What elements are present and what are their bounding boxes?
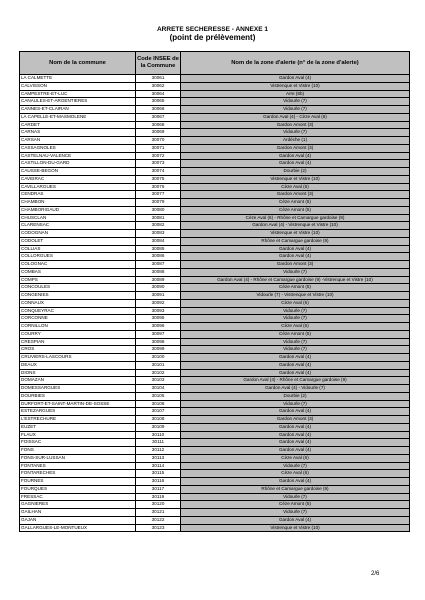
table-row (20, 315, 410, 323)
alert-zone: Cèze Aval (6) - Rhône et Camargue gardoise (9) (181, 214, 410, 222)
alert-zone: Gardon Amont (3) (181, 144, 410, 152)
table-row (20, 354, 410, 362)
insee-code: 30101 (136, 361, 181, 369)
table-row (20, 152, 410, 160)
insee-code: 30091 (136, 292, 181, 300)
commune-name: DURFORT-ET-SAINT-MARTIN-DE-SOSSE (20, 400, 136, 408)
insee-code: 30066 (136, 106, 181, 114)
insee-code: 30099 (136, 346, 181, 354)
commune-name: GAGNIERES (20, 501, 136, 509)
commune-name: FLAUX (20, 431, 136, 439)
insee-code: 30089 (136, 276, 181, 284)
communes-table (19, 51, 410, 532)
table-row (20, 346, 410, 354)
alert-zone: Cèze Amont (5) (181, 501, 410, 509)
table-row (20, 191, 410, 199)
alert-zone: Gardon Aval (4) (181, 354, 410, 362)
table-row (20, 478, 410, 486)
insee-code: 30084 (136, 237, 181, 245)
table-row (20, 75, 410, 83)
insee-code: 30105 (136, 392, 181, 400)
alert-zone: Vidourle (7) (181, 106, 410, 114)
insee-code: 30071 (136, 144, 181, 152)
table-row (20, 431, 410, 439)
commune-name: CRUVIERS-LASCOURS (20, 354, 136, 362)
commune-name: COLLIAS (20, 245, 136, 253)
commune-name: CALVISSON (20, 82, 136, 90)
insee-code: 30082 (136, 222, 181, 230)
insee-code: 30087 (136, 261, 181, 269)
alert-zone: Vidourle (7) (181, 315, 410, 323)
table-row (20, 361, 410, 369)
commune-name: CARNAS (20, 129, 136, 137)
insee-code: 30120 (136, 501, 181, 509)
commune-name: CORCONNE (20, 315, 136, 323)
alert-zone: Gardon Aval (4) - Vidourle (7) (181, 385, 410, 393)
table-row (20, 385, 410, 393)
table-row (20, 98, 410, 106)
commune-name: FOISSAC (20, 439, 136, 447)
table-row (20, 253, 410, 261)
table-row (20, 121, 410, 129)
commune-name: FONTANES (20, 462, 136, 470)
table-row (20, 160, 410, 168)
alert-zone: Gardon Aval (4) (181, 439, 410, 447)
table-row (20, 199, 410, 207)
commune-name: GAJAN (20, 516, 136, 524)
alert-zone: Vidourle (7) (181, 493, 410, 501)
commune-name: DOMESSARGUES (20, 385, 136, 393)
insee-code: 30115 (136, 470, 181, 478)
table-row (20, 330, 410, 338)
commune-name: CONNAUX (20, 299, 136, 307)
insee-code: 30080 (136, 206, 181, 214)
alert-zone: Cèze Amont (5) (181, 206, 410, 214)
insee-code: 30092 (136, 299, 181, 307)
alert-zone: Dourbie (2) (181, 392, 410, 400)
alert-zone: Vidourle (7) - Vistrenque et Vistre (10) (181, 292, 410, 300)
commune-name: CAVILLARGUES (20, 183, 136, 191)
commune-name: GAILHAN (20, 509, 136, 517)
document-title: ARRETE SECHERESSE - ANNEXE 1 (156, 26, 268, 33)
alert-zone: Gardon Aval (4) (181, 478, 410, 486)
commune-name: CLARENSAC (20, 222, 136, 230)
alert-zone: Gardon Aval (4) (181, 369, 410, 377)
alert-zone: Gardon Aval (4) (181, 361, 410, 369)
table-row (20, 214, 410, 222)
insee-code: 30069 (136, 129, 181, 137)
table-row (20, 222, 410, 230)
commune-name: FONS (20, 447, 136, 455)
alert-zone: Cèze Amont (5) (181, 330, 410, 338)
table-row (20, 501, 410, 509)
table-row (20, 175, 410, 183)
table-row (20, 284, 410, 292)
commune-name: LA CALMETTE (20, 75, 136, 83)
insee-code: 30096 (136, 323, 181, 331)
insee-code: 30121 (136, 509, 181, 517)
alert-zone: Gardon Aval (4) (181, 516, 410, 524)
insee-code: 30093 (136, 307, 181, 315)
commune-name: CHAMBON (20, 199, 136, 207)
table-row (20, 524, 410, 532)
table-body (20, 75, 410, 532)
commune-name: FOURQUES (20, 485, 136, 493)
insee-code: 30090 (136, 284, 181, 292)
insee-code: 30113 (136, 454, 181, 462)
insee-code: 30100 (136, 354, 181, 362)
alert-zone: Vidourle (7) (181, 129, 410, 137)
table-row (20, 299, 410, 307)
table-row (20, 439, 410, 447)
insee-code: 30116 (136, 478, 181, 486)
insee-code: 30122 (136, 516, 181, 524)
insee-code: 30064 (136, 90, 181, 98)
insee-code: 30123 (136, 524, 181, 532)
table-row (20, 408, 410, 416)
table-row (20, 392, 410, 400)
insee-code: 30072 (136, 152, 181, 160)
alert-zone: Gardon Aval (4) (181, 253, 410, 261)
table-row (20, 416, 410, 424)
commune-name: CODOLET (20, 237, 136, 245)
insee-code: 30076 (136, 183, 181, 191)
commune-name: FONTARECHES (20, 470, 136, 478)
commune-name: GALLARGUES-LE-MONTUEUX (20, 524, 136, 532)
insee-code: 30070 (136, 137, 181, 145)
alert-zone: Gardon Aval (4) (181, 431, 410, 439)
table-row (20, 454, 410, 462)
commune-name: CENDRAS (20, 191, 136, 199)
commune-name: CHUSCLAN (20, 214, 136, 222)
alert-zone: Dourbie (2) (181, 168, 410, 176)
alert-zone: Vidourle (7) (181, 268, 410, 276)
table-row (20, 292, 410, 300)
table-row (20, 323, 410, 331)
commune-name: CANAULES-ET-ARGENTIERES (20, 98, 136, 106)
insee-code: 30107 (136, 408, 181, 416)
alert-zone: Rhône et Camargue gardoise (9) (181, 237, 410, 245)
alert-zone: Cèze Aval (6) (181, 470, 410, 478)
column-header-commune: Nom de la commune (20, 52, 136, 75)
insee-code: 30085 (136, 245, 181, 253)
table-row (20, 377, 410, 385)
table-row (20, 276, 410, 284)
alert-zone: Vidourle (7) (181, 346, 410, 354)
table-row (20, 245, 410, 253)
commune-name: COLOGNAC (20, 261, 136, 269)
commune-name: FRESSAC (20, 493, 136, 501)
table-row (20, 485, 410, 493)
alert-zone: Cèze Amont (5) (181, 199, 410, 207)
commune-name: FOURNES (20, 478, 136, 486)
table-row (20, 237, 410, 245)
commune-name: CONCOULES (20, 284, 136, 292)
commune-name: CORNILLON (20, 323, 136, 331)
insee-code: 30088 (136, 268, 181, 276)
alert-zone: Cèze Amont (5) (181, 284, 410, 292)
alert-zone: Gardon Amont (3) (181, 121, 410, 129)
document-subtitle: (point de prélèvement) (169, 33, 256, 42)
table-row (20, 307, 410, 315)
alert-zone: Gardon Aval (4) - Cèze Aval (6) (181, 113, 410, 121)
table-row (20, 168, 410, 176)
commune-name: COLLORGUES (20, 253, 136, 261)
insee-code: 30065 (136, 98, 181, 106)
table-row (20, 183, 410, 191)
commune-name: CONGENIES (20, 292, 136, 300)
alert-zone: Vidourle (7) (181, 338, 410, 346)
insee-code: 30110 (136, 431, 181, 439)
commune-name: DOMAZAN (20, 377, 136, 385)
alert-zone: Gardon Aval (4) (181, 423, 410, 431)
commune-name: COMBAS (20, 268, 136, 276)
insee-code: 30075 (136, 175, 181, 183)
insee-code: 30114 (136, 462, 181, 470)
table-row (20, 137, 410, 145)
insee-code: 30083 (136, 230, 181, 238)
table-row (20, 230, 410, 238)
insee-code: 30079 (136, 199, 181, 207)
table-row (20, 268, 410, 276)
alert-zone: Arre (8b) (181, 90, 410, 98)
insee-code: 30067 (136, 113, 181, 121)
alert-zone: Vistrenque et Vistre (10) (181, 524, 410, 532)
commune-name: CANNES-ET-CLAIRAN (20, 106, 136, 114)
alert-zone: Gardon Aval (4) (181, 245, 410, 253)
alert-zone: Vidourle (7) (181, 462, 410, 470)
commune-name: COMPS (20, 276, 136, 284)
commune-name: CONQUEYRAC (20, 307, 136, 315)
commune-name: CARDET (20, 121, 136, 129)
alert-zone: Vidourle (7) (181, 400, 410, 408)
commune-name: EUZET (20, 423, 136, 431)
column-header-insee: Code INSEE de la Commune (136, 52, 181, 75)
table-row (20, 447, 410, 455)
insee-code: 30068 (136, 121, 181, 129)
table-row (20, 144, 410, 152)
table-header (20, 52, 410, 75)
table-row (20, 261, 410, 269)
table-row (20, 82, 410, 90)
insee-code: 30098 (136, 338, 181, 346)
table-row (20, 462, 410, 470)
alert-zone: Cèze Aval (6) (181, 183, 410, 191)
table-row (20, 470, 410, 478)
commune-name: ESTEZARGUES (20, 408, 136, 416)
alert-zone: Cèze Aval (6) (181, 454, 410, 462)
alert-zone: Gardon Aval (4) (181, 408, 410, 416)
table-row (20, 206, 410, 214)
table-row (20, 113, 410, 121)
table-row (20, 106, 410, 114)
commune-name: LA CAPELLE-ET-MASMOLENE (20, 113, 136, 121)
alert-zone: Vistrenque et Vistre (10) (181, 82, 410, 90)
insee-code: 30103 (136, 377, 181, 385)
alert-zone: Vidourle (7) (181, 98, 410, 106)
table-row (20, 90, 410, 98)
commune-name: FONS-SUR-LUSSAN (20, 454, 136, 462)
alert-zone: Gardon Amont (3) (181, 191, 410, 199)
commune-name: CASTILLON-DU-GARD (20, 160, 136, 168)
alert-zone: Gardon Aval (4) - Rhône et Camargue gardoise (9) -Vistrenque et Vistre (10) (181, 276, 410, 284)
insee-code: 30061 (136, 75, 181, 83)
insee-code: 30117 (136, 485, 181, 493)
commune-name: CASSAGNOLES (20, 144, 136, 152)
insee-code: 30077 (136, 191, 181, 199)
alert-zone: Vidourle (7) (181, 509, 410, 517)
table-row (20, 369, 410, 377)
alert-zone: Gardon Aval (4) (181, 75, 410, 83)
commune-name: L'ESTRECHURE (20, 416, 136, 424)
table-row (20, 516, 410, 524)
table-row (20, 493, 410, 501)
commune-name: CAMPESTRE-ET-LUC (20, 90, 136, 98)
alert-zone: Gardon Aval (4) (181, 160, 410, 168)
alert-zone: Cèze Aval (6) (181, 323, 410, 331)
alert-zone: Gardon Aval (4) (181, 152, 410, 160)
alert-zone: Gardon Aval (4) (181, 447, 410, 455)
commune-name: CAVEIRAC (20, 175, 136, 183)
alert-zone: Gardon Aval (4) - Vistrenque et Vistre (10) (181, 222, 410, 230)
insee-code: 30112 (136, 447, 181, 455)
column-header-zone: Nom de la zone d'alerte (n° de la zone d'alerte) (181, 52, 410, 75)
page-number: 2/6 (371, 571, 380, 577)
commune-name: CHAMBORIGAUD (20, 206, 136, 214)
table-row (20, 509, 410, 517)
insee-code: 30104 (136, 385, 181, 393)
commune-name: CARSAN (20, 137, 136, 145)
alert-zone: Gardon Amont (3) (181, 416, 410, 424)
commune-name: DOURBIES (20, 392, 136, 400)
insee-code: 30086 (136, 253, 181, 261)
commune-name: CAUSSE-BEGON (20, 168, 136, 176)
insee-code: 30062 (136, 82, 181, 90)
table-row (20, 129, 410, 137)
commune-name: DIONS (20, 369, 136, 377)
commune-name: COURRY (20, 330, 136, 338)
insee-code: 30109 (136, 423, 181, 431)
insee-code: 30081 (136, 214, 181, 222)
alert-zone: Cèze Aval (6) (181, 299, 410, 307)
insee-code: 30108 (136, 416, 181, 424)
table-row (20, 400, 410, 408)
commune-name: CASTELNAU-VALENCE (20, 152, 136, 160)
alert-zone: Vistrenque et Vistre (10) (181, 175, 410, 183)
alert-zone: Gardon Aval (4) - Rhône et Camargue gardoise (9) (181, 377, 410, 385)
table-row (20, 423, 410, 431)
commune-name: CODOGNAN (20, 230, 136, 238)
alert-zone: Gardon Amont (3) (181, 261, 410, 269)
alert-zone: Vidourle (7) (181, 307, 410, 315)
table-row (20, 338, 410, 346)
commune-name: CRESPIAN (20, 338, 136, 346)
insee-code: 30119 (136, 493, 181, 501)
insee-code: 30106 (136, 400, 181, 408)
insee-code: 30102 (136, 369, 181, 377)
insee-code: 30095 (136, 315, 181, 323)
alert-zone: Vistrenque et Vistre (10) (181, 230, 410, 238)
commune-name: CROS (20, 346, 136, 354)
alert-zone: Rhône et Camargue gardoise (9) (181, 485, 410, 493)
commune-name: DEAUX (20, 361, 136, 369)
insee-code: 30111 (136, 439, 181, 447)
alert-zone: Ardèche (1) (181, 137, 410, 145)
insee-code: 30073 (136, 160, 181, 168)
insee-code: 30074 (136, 168, 181, 176)
insee-code: 30097 (136, 330, 181, 338)
